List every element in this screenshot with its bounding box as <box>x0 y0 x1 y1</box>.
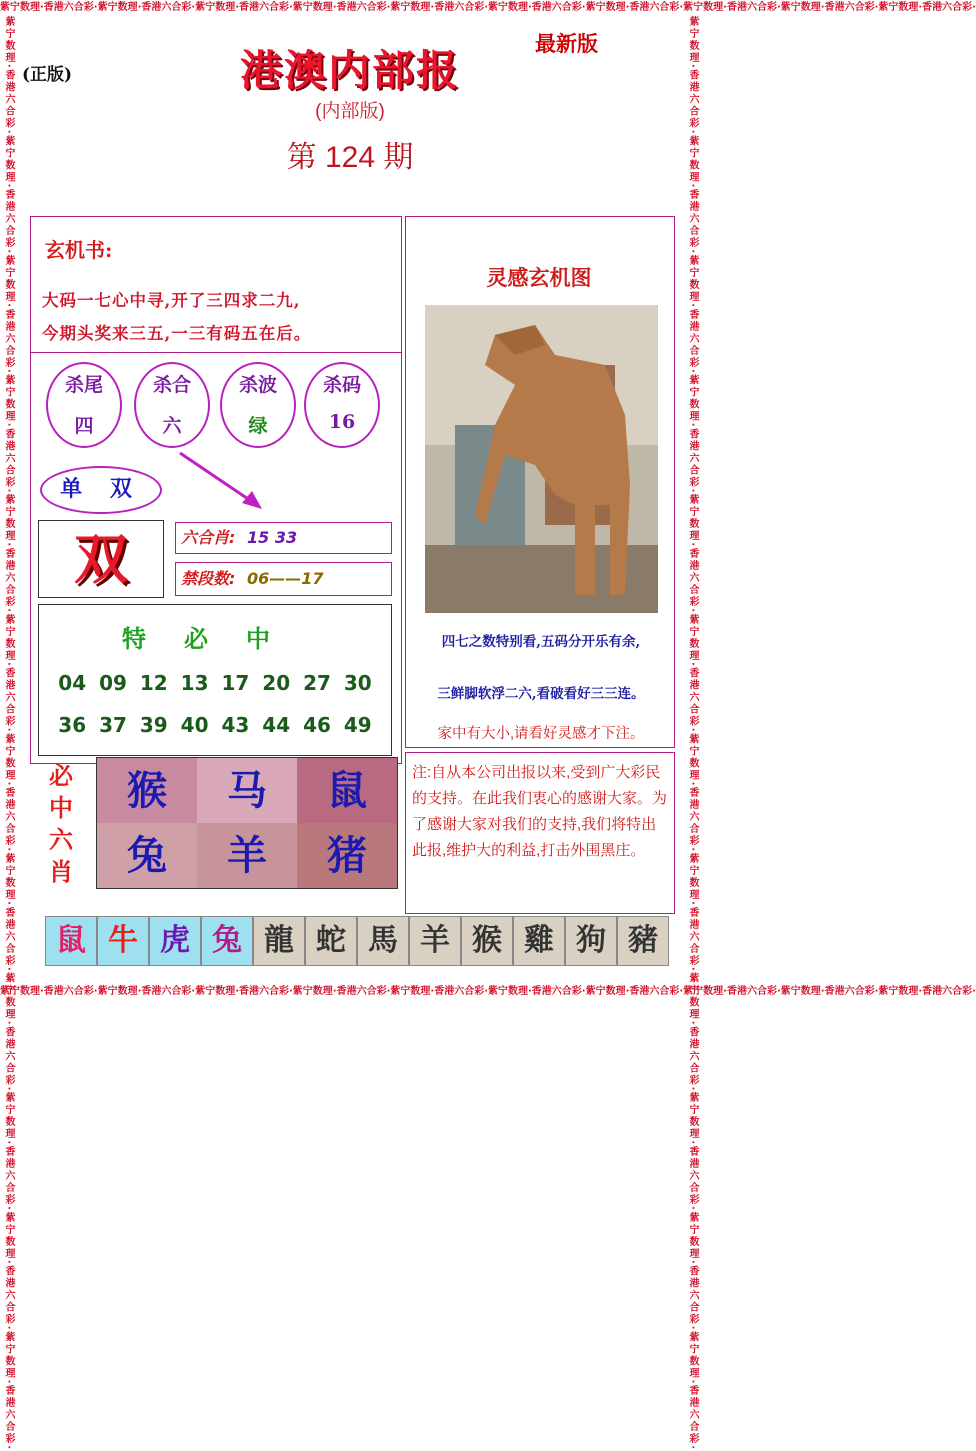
horse-statue-image <box>425 305 658 613</box>
must-six-zodiac-char: 必 <box>49 761 73 790</box>
liuhe-box <box>175 522 392 554</box>
zodiac-bar-char: 虎 <box>149 916 201 966</box>
hint-label: 杀尾 <box>64 374 103 396</box>
must-six-zodiac-char: 中 <box>49 793 73 822</box>
zodiac-cell: 猴 <box>97 758 197 823</box>
ending-label: 禁段数: <box>181 569 236 588</box>
special-numbers-row-1: 04 09 12 13 17 20 27 30 <box>58 671 372 695</box>
zodiac-cell: 羊 <box>197 823 297 888</box>
hint-label: 杀码 <box>322 374 361 396</box>
zodiac-cell: 鼠 <box>297 758 397 823</box>
hint-oval-number <box>304 362 380 448</box>
bottom-border-text: 紫宁数理·香港六合彩·紫宁数理·香港六合彩·紫宁数理·香港六合彩·紫宁数理·香港六合彩·紫宁数理·香港六合彩·紫宁数理·香港六合彩·紫宁数理·香港六合彩·紫宁数理·香港六合彩·紫宁数理·香港六合彩·紫宁数理·香港六合彩· <box>0 986 976 997</box>
zodiac-bar-char: 狗 <box>565 916 617 966</box>
hint-oval-tail <box>46 362 122 448</box>
zodiac-bar-char: 馬 <box>357 916 409 966</box>
zodiac-bar-char: 鼠 <box>45 916 97 966</box>
hint-value: 四 <box>74 415 94 437</box>
arrow-icon <box>170 445 270 515</box>
zodiac-bar-char: 兔 <box>201 916 253 966</box>
page-subtitle: (内部版) <box>315 101 385 122</box>
zodiac-bar-char: 龍 <box>253 916 305 966</box>
zodiac-bar-char: 羊 <box>409 916 461 966</box>
must-six-zodiac-label <box>46 760 76 888</box>
right-border-text: 紫宁数理·香港六合彩·紫宁数理·香港六合彩·紫宁数理·香港六合彩·紫宁数理·香港六合彩·紫宁数理·香港六合彩·紫宁数理·香港六合彩·紫宁数理·香港六合彩·紫宁数理·香港六合彩·紫宁数理·香港六合彩·紫宁数理·香港六合彩·紫宁数理·香港六合彩·紫宁数理·香港六合彩· <box>687 16 698 1451</box>
top-border-text: 紫宁数理·香港六合彩·紫宁数理·香港六合彩·紫宁数理·香港六合彩·紫宁数理·香港六合彩·紫宁数理·香港六合彩·紫宁数理·香港六合彩·紫宁数理·香港六合彩·紫宁数理·香港六合彩·紫宁数理·香港六合彩·紫宁数理·香港六合彩· <box>0 2 976 13</box>
mystic-heading: 玄机书: <box>45 238 113 262</box>
zodiac-bar-char: 蛇 <box>305 916 357 966</box>
zodiac-bar <box>45 916 675 966</box>
special-heading: 特必中 <box>122 624 308 653</box>
left-border-text: 紫宁数理·香港六合彩·紫宁数理·香港六合彩·紫宁数理·香港六合彩·紫宁数理·香港六合彩·紫宁数理·香港六合彩·紫宁数理·香港六合彩·紫宁数理·香港六合彩·紫宁数理·香港六合彩·紫宁数理·香港六合彩·紫宁数理·香港六合彩·紫宁数理·香港六合彩·紫宁数理·香港六合彩· <box>3 16 14 1451</box>
odd-even-oval: 单 双 <box>40 466 162 514</box>
liuhe-value: 15 33 <box>246 528 298 547</box>
zodiac-cell: 兔 <box>97 823 197 888</box>
six-zodiac-grid <box>96 757 398 889</box>
issue-number: 第 124 期 <box>286 141 414 174</box>
latest-version-label: 最新版 <box>535 31 598 56</box>
hint-value: 六 <box>162 415 182 437</box>
reminder-text: 家中有大小,请看好灵感才下注。 <box>437 726 645 742</box>
ending-value: 06——17 <box>246 569 324 588</box>
inspiration-verse-2: 三鲜脚软浮二六,看破看好三三连。 <box>437 686 645 702</box>
zodiac-cell: 马 <box>197 758 297 823</box>
hint-value: 绿 <box>248 415 268 437</box>
divider <box>30 352 401 353</box>
special-box <box>38 604 392 756</box>
note-text: 注:自从本公司出报以来,受到广大彩民的支持。在此我们衷心的感谢大家。为了感谢大家对我们的支持,我们将特出此报,维护大的利益,打击外围黑庄。 <box>412 764 668 859</box>
mystic-line-1: 大码一七心中寻,开了三四求二九, <box>42 291 301 310</box>
zodiac-bar-char: 牛 <box>97 916 149 966</box>
even-big-char: 双 <box>38 520 164 598</box>
liuhe-label: 六合肖: <box>181 528 236 547</box>
page-title: 港澳内部报 <box>239 46 460 95</box>
zodiac-bar-char: 雞 <box>513 916 565 966</box>
zodiac-bar-char: 豬 <box>617 916 669 966</box>
hint-value: 16 <box>328 411 356 433</box>
inspiration-title: 灵感玄机图 <box>486 265 592 290</box>
inspiration-verse-1: 四七之数特别看,五码分开乐有余, <box>441 634 641 650</box>
zodiac-bar-char: 猴 <box>461 916 513 966</box>
hint-label: 杀波 <box>238 374 277 396</box>
must-six-zodiac-char: 肖 <box>49 857 73 886</box>
edition-label: (正版) <box>22 65 73 85</box>
hint-oval-combo <box>134 362 210 448</box>
zodiac-cell: 猪 <box>297 823 397 888</box>
hint-label: 杀合 <box>152 374 191 396</box>
ending-box <box>175 562 392 596</box>
mystic-line-2: 今期头奖来三五,一三有码五在后。 <box>42 324 312 343</box>
must-six-zodiac-char: 六 <box>49 825 73 854</box>
hint-oval-wave <box>220 362 296 448</box>
special-numbers-row-2: 36 37 39 40 43 44 46 49 <box>58 713 372 737</box>
